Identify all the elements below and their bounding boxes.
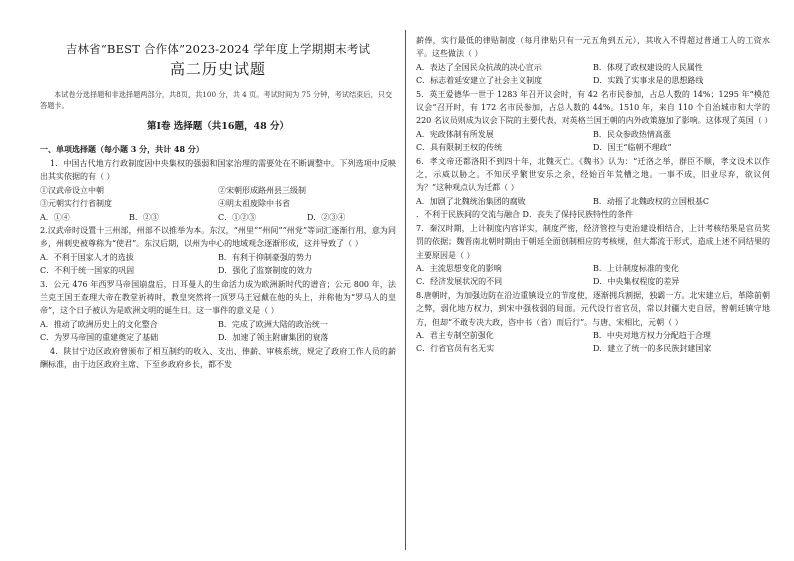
option-d: D．加速了领主附庸集团的衰落 [218,333,329,343]
part1-title: 第Ⅰ卷 选择题（共16题，48 分） [147,121,289,132]
question-stem: 薪俸，实行最低的律贴制度（每月律贴只有一元五角到五元），其收入不得超过普通工人的工资水平。这些做法（ ） [416,36,770,59]
option-row [416,74,770,87]
option-row [416,195,770,208]
option-c: C．具有限制王权的传统 [416,143,503,153]
question-stem: 4．陕甘宁边区政府曾颁布了相互制约的收入、支出、俸薪、审核系统，规定了政府工作人员的薪酬标准，由于边区政府主席、下至乡政府乡长，都不发 [40,346,396,370]
option-b: B．完成了欧洲大陆的政治统一 [218,319,328,329]
question-stem: 2.汉武帝时设置十三州部，州部不以推举为本。东汉，“州里”“州间”“州党”等词汇逐渐行用，意为同乡，州刺史被尊称为“使君”。东汉后期，以州为中心的地域观念逐渐形成，这并导致了（ ） [40,226,396,249]
statement-row [40,197,396,210]
exam-notice: 本试卷分选择题和非选择题两部分，共8页，共100 分，共 4 页。考试时间为 75 分钟，考试结束后，只交答题卡。 [40,90,393,110]
option-d: D．②③④ [307,212,346,222]
option-a: A．表达了全国民众抗战的决心宣示 [416,62,542,72]
option-d: D．建立了统一的多民族封建国家 [593,344,712,354]
statement-item: ④明太祖废除中书省 [218,199,290,209]
question-6 [416,155,770,222]
option-c: C．①②③ [218,212,257,222]
statement-item: ③元朝实行行省制度 [40,199,112,209]
option-row [40,331,396,344]
question-8 [416,289,770,356]
option-row: ．不利于民族间的交流与融合 D．丧失了保持民族特性的条件 [416,210,633,220]
option-a: A．宪政体制有所发展 [416,129,494,139]
option-b: B．体现了政权建设的人民属性 [593,62,703,72]
option-row [416,128,770,141]
option-b: B．民众参政热情高涨 [593,129,671,139]
question-3 [40,278,396,345]
option-c: C．行省官员有名无实 [416,344,495,354]
option-c: C．不利于统一国家的巩固 [40,266,135,276]
option-a: A．君主专制空前强化 [416,330,494,340]
option-b: B．②③ [129,212,159,222]
option-b: B．中央对地方权力分配趋于合理 [593,330,711,340]
option-c: C．标志着延安建立了社会主义制度 [416,76,543,86]
option-a: A．不利于国家人才的选拔 [40,252,134,262]
option-d: D．强化了监察制度的效力 [218,266,313,276]
option-row [40,318,396,331]
option-c: C．经济发展状况的不同 [416,277,503,287]
option-row [40,211,396,224]
option-row [40,251,396,264]
statement-item: ①汉武帝设立中朝 [40,185,104,195]
exam-title: 吉林省“BEST 合作体”2023-2024 学年度上学期期末考试 [65,42,371,56]
left-column [40,42,396,372]
question-5 [416,88,773,155]
question-1 [40,157,396,224]
statement-item: ②宋朝形成路州县三级制 [218,185,306,195]
option-b: B．上计制度标准的变化 [593,263,679,273]
option-c: C．为罗马帝国的重建奠定了基础 [40,333,159,343]
question-stem: 7．秦汉时期，上计制度内容详实，制度严密，经济管控与吏治建设相结合，上计考核结果是官员奖罚的依据；魏晋南北朝时期由于朝廷全面创制相应的考核规，但大都流于形式，造成上述不同结果的主要原因是（ ） [416,223,770,260]
question-stem: 8.唐朝时，为加强边防在沿边重镇设立的节度使，逐渐拥兵割据，独霸一方。北宋建立后，革除前朝之弊，弱化地方权力，到宋中强枝弱的局面。元代设行省官员，常以封疆大吏自居，曾朝廷镇守地方，但却“不敢专决大政，咨中书（省）而后行”。与唐、宋相比，元朝（ ） [416,290,770,327]
option-a: A．主流思想变化的影响 [416,263,502,273]
option-row [416,342,770,355]
question-stem: 5．英王爱德华一世于 1283 年召开议会时，有 42 名市民参加，占总人数的 14%；1295 年“模范议会”召开时，有 172 名市民参加，占总人数的 44%。1510 年，来自 110 个自治城市和大学的 220 名议员则成为议会下院的主要代表，对英格兰国王朝的内外政策施加了影响。这体现了英国（ ） [416,89,773,126]
option-a: A．推动了欧洲历史上的文化整合 [40,319,158,329]
question-stem: 6．孝文帝还都洛阳不到四十年，北魏灭亡。《魏书》认为：“迁洛之举，群臣不顺，孝文设术以作之，示威以胁之。不知厌乎繁世安乐之余，经始百年荒槽之地。一事不成，旧业尽弃，欲议何为？”这种观点认为迁都（ ） [416,156,770,193]
option-row [416,61,770,74]
question-stem: 1．中国古代地方行政制度因中央集权的强弱和国家治理的需要处在不断调整中。下列选项中反映出其实依据的有（ ） [40,159,396,182]
option-d: D．中央集权程度的差异 [593,277,680,287]
option-b: B．有利于抑制豪强的势力 [218,252,312,262]
option-b: B．动摇了北魏政权的立国根基C [593,196,709,206]
option-a: A．加剧了北魏统治集团的腐败 [416,196,526,206]
statement-row [40,184,396,197]
question-4-continued [416,34,770,88]
right-column [416,34,773,356]
subject-title: 高二历史试题 [169,60,266,78]
option-row [416,329,770,342]
option-d: D．实践了实事求是的思想路线 [593,76,704,86]
option-row [416,275,770,288]
question-4 [40,345,396,372]
question-stem: 3．公元 476 年西罗马帝国崩盘后，日耳曼人的生命活力成为欧洲新时代的谱音；公元 800 年，法兰克王国王查理大帝在教堂祈祷时，教皇突然将一顶罗马王冠戴在他的头上，并称他为“罗马人的皇帝”，这个日子被认为是欧洲文明的诞生日。这一事件的意义是（ ） [40,279,396,316]
option-row [40,264,396,277]
option-row [416,262,770,275]
column-divider [405,30,406,550]
option-d: D．国王“临朝不理政” [593,143,672,153]
question-2 [40,224,396,278]
single-choice-title: 一、单项选择题（每小题 3 分，共计 48 分） [40,144,204,154]
option-row [416,141,770,154]
question-7 [416,222,770,289]
option-a: A．①④ [40,212,70,222]
